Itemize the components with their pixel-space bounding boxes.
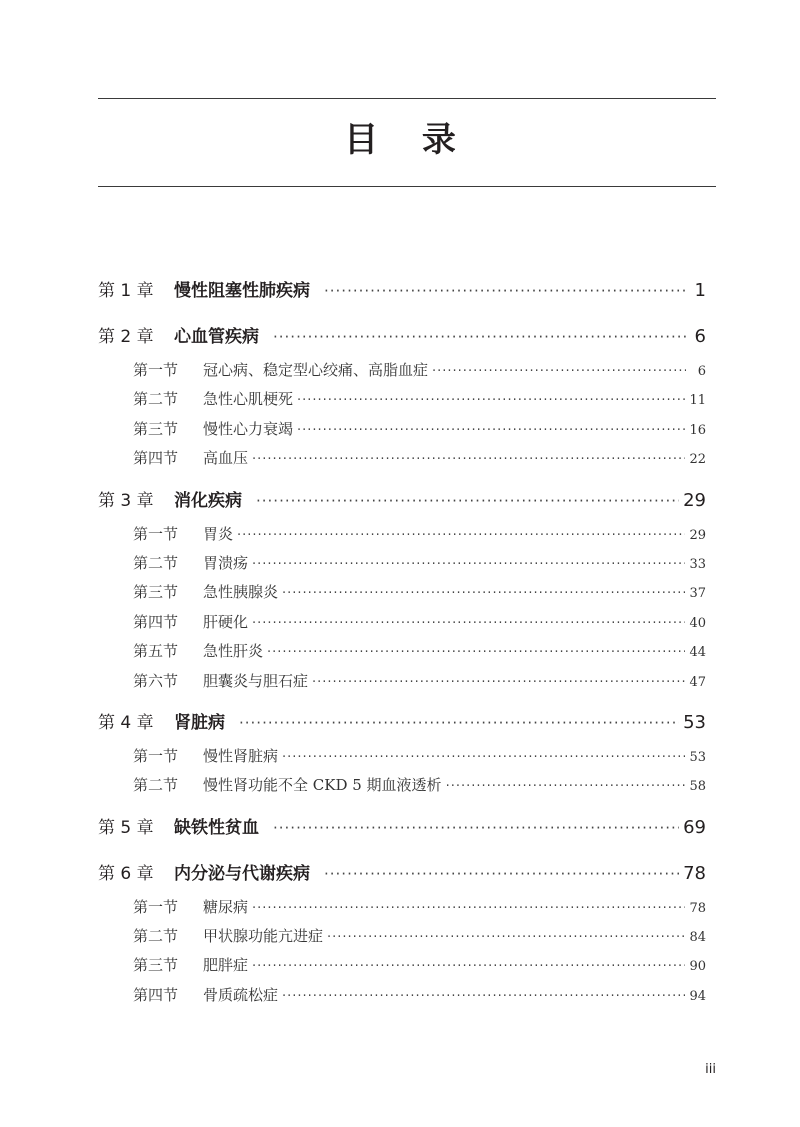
dot-leader	[312, 668, 685, 697]
top-rule	[98, 98, 716, 99]
toc-section-entry[interactable]	[98, 922, 706, 951]
toc-section-entry[interactable]	[98, 549, 706, 578]
page-title: 目 录	[344, 120, 472, 160]
dot-leader	[282, 743, 685, 772]
section-page-number: 29	[689, 527, 706, 543]
section-number: 第三节	[133, 956, 179, 975]
section-title: 胃溃疡	[203, 553, 249, 572]
toc-section-entry[interactable]	[98, 637, 706, 666]
section-page-number: 84	[689, 930, 706, 946]
toc-section-entry[interactable]	[98, 356, 706, 385]
toc-section-entry[interactable]	[98, 444, 706, 473]
chapter-number: 第 5 章	[98, 817, 154, 838]
chapter-page-number: 1	[694, 280, 706, 301]
chapter-title: 缺铁性贫血	[174, 817, 259, 838]
section-title: 肝硬化	[203, 612, 249, 631]
toc-chapter-entry[interactable]	[98, 704, 706, 742]
section-title: 急性肝炎	[203, 642, 264, 661]
section-title: 糖尿病	[203, 897, 249, 916]
dot-leader	[267, 638, 685, 667]
toc-section-entry[interactable]	[98, 667, 706, 696]
chapter-number: 第 3 章	[98, 490, 154, 511]
toc-section-entry[interactable]	[98, 893, 706, 922]
toc-chapter-entry[interactable]	[98, 272, 706, 310]
section-title: 慢性心力衰竭	[203, 419, 294, 438]
section-page-number: 40	[689, 615, 706, 631]
toc-section-entry[interactable]	[98, 385, 706, 414]
toc-section-entry[interactable]	[98, 981, 706, 1010]
section-title: 肥胖症	[203, 956, 249, 975]
chapter-title: 消化疾病	[174, 490, 242, 511]
dot-leader	[252, 609, 685, 638]
section-title: 高血压	[203, 449, 249, 468]
dot-leader	[324, 855, 679, 893]
section-title: 胆囊炎与胆石症	[203, 671, 309, 690]
table-of-contents	[98, 272, 706, 1010]
chapter-title: 心血管疾病	[174, 327, 259, 347]
section-title: 急性胰腺炎	[203, 583, 279, 602]
page-folio: iii	[705, 1062, 716, 1077]
dot-leader	[252, 952, 685, 981]
section-page-number: 90	[689, 959, 706, 975]
section-page-number: 22	[689, 452, 706, 468]
dot-leader	[297, 416, 685, 445]
section-page-number: 78	[689, 900, 706, 916]
section-page-number: 6	[697, 364, 706, 379]
section-number: 第二节	[133, 776, 179, 795]
section-page-number: 37	[689, 586, 706, 602]
dot-leader	[297, 386, 685, 415]
section-page-number: 47	[689, 674, 706, 690]
toc-section-entry[interactable]	[98, 415, 706, 444]
dot-leader	[324, 272, 686, 310]
section-title: 骨质疏松症	[203, 985, 279, 1004]
chapter-title: 内分泌与代谢疾病	[174, 863, 310, 884]
chapter-number: 第 1 章	[98, 281, 154, 301]
toc-section-entry[interactable]	[98, 578, 706, 607]
toc-section-entry[interactable]	[98, 520, 706, 549]
section-number: 第二节	[133, 927, 179, 946]
chapter-page-number: 78	[683, 862, 706, 884]
dot-leader	[273, 809, 679, 847]
dot-leader	[237, 521, 685, 550]
section-page-number: 94	[689, 988, 706, 1004]
chapter-number: 第 6 章	[98, 863, 154, 884]
section-page-number: 11	[689, 393, 706, 409]
section-number: 第二节	[133, 553, 179, 572]
dot-leader	[252, 445, 685, 474]
chapter-title: 慢性阻塞性肺疾病	[174, 281, 310, 301]
chapter-page-number: 29	[683, 489, 706, 511]
section-number: 第三节	[133, 419, 179, 438]
section-number: 第一节	[133, 361, 179, 379]
dot-leader	[239, 704, 679, 742]
toc-section-entry[interactable]	[98, 951, 706, 980]
section-title: 甲状腺功能亢进症	[203, 927, 324, 946]
chapter-number: 第 4 章	[98, 712, 154, 733]
toc-chapter-entry[interactable]	[98, 809, 706, 847]
section-title: 急性心肌梗死	[203, 390, 294, 409]
section-number: 第一节	[133, 524, 179, 543]
dot-leader	[327, 923, 685, 952]
toc-chapter-entry[interactable]	[98, 855, 706, 893]
section-page-number: 33	[689, 556, 706, 572]
toc-chapter-entry[interactable]	[98, 318, 706, 356]
section-number: 第一节	[133, 746, 179, 765]
dot-leader	[282, 982, 685, 1011]
toc-section-entry[interactable]	[98, 608, 706, 637]
section-number: 第四节	[133, 449, 179, 468]
dot-leader	[273, 318, 686, 356]
chapter-page-number: 53	[683, 711, 706, 733]
dot-leader	[256, 482, 679, 520]
dot-leader	[252, 894, 685, 923]
section-number: 第一节	[133, 897, 179, 916]
chapter-page-number: 6	[694, 326, 706, 347]
bottom-rule	[98, 186, 716, 187]
section-number: 第二节	[133, 390, 179, 409]
section-number: 第三节	[133, 583, 179, 602]
section-title: 慢性肾功能不全 CKD 5 期血液透析	[203, 776, 442, 795]
toc-chapter-entry[interactable]	[98, 482, 706, 520]
dot-leader	[282, 579, 685, 608]
toc-section-entry[interactable]	[98, 742, 706, 771]
section-page-number: 53	[689, 749, 706, 765]
section-number: 第六节	[133, 671, 179, 690]
section-title: 胃炎	[203, 524, 234, 543]
section-title: 冠心病、稳定型心绞痛、高脂血症	[203, 361, 429, 379]
section-page-number: 44	[689, 645, 706, 661]
chapter-page-number: 69	[683, 816, 706, 838]
chapter-title: 肾脏病	[174, 712, 225, 733]
section-title: 慢性肾脏病	[203, 746, 279, 765]
dot-leader	[432, 357, 686, 386]
section-number: 第四节	[133, 985, 179, 1004]
toc-section-entry[interactable]	[98, 771, 706, 800]
section-number: 第五节	[133, 642, 179, 661]
dot-leader	[446, 772, 686, 801]
section-page-number: 16	[689, 422, 706, 438]
section-page-number: 58	[689, 779, 706, 795]
chapter-number: 第 2 章	[98, 327, 154, 347]
dot-leader	[252, 550, 685, 579]
section-number: 第四节	[133, 612, 179, 631]
